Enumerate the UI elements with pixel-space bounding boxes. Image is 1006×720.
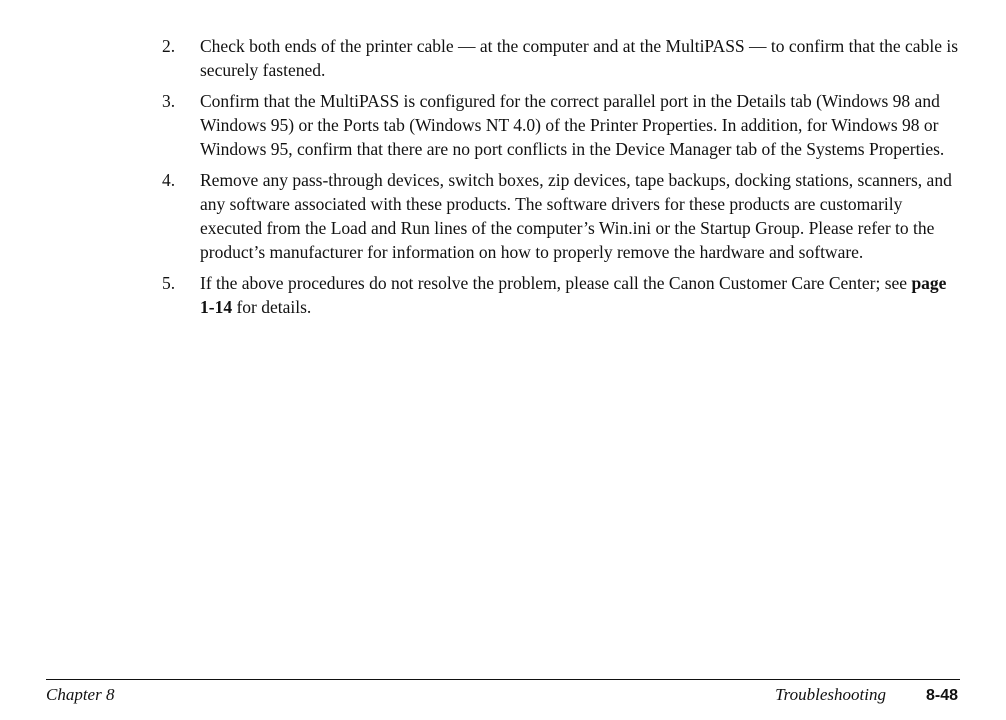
footer-right-group — [775, 684, 958, 707]
step-number: 4. — [162, 170, 176, 190]
step-5 — [162, 271, 962, 319]
step-4 — [162, 168, 962, 264]
footer-chapter: Chapter 8 — [46, 685, 115, 704]
step-text — [200, 271, 962, 319]
step-number: 5. — [162, 273, 176, 293]
footer-page-number: 8-48 — [925, 687, 958, 704]
step-text: Remove any pass-through devices, switch boxes, zip devices, tape backups, docking stations, scanners, and any software associated with these products. The software drivers for these products are customarily executed from the Load and Run lines of the computer’s Win.ini or the Startup Group. Please refer to the product’s manufacturer for information on how to properly remove the hardware and software. — [200, 170, 952, 262]
step-text-after: for details. — [232, 297, 312, 317]
step-3 — [162, 89, 962, 161]
step-text: Check both ends of the printer cable — at the computer and at the MultiPASS — to confirm that the cable is securely fastened. — [200, 36, 959, 80]
footer-divider — [46, 679, 960, 680]
footer-section-title: Troubleshooting — [775, 685, 886, 704]
step-2 — [162, 34, 962, 82]
step-number: 2. — [162, 36, 176, 56]
step-number: 3. — [162, 91, 176, 111]
troubleshooting-steps — [162, 34, 962, 326]
page-reference-link[interactable]: page 1-14 — [200, 273, 947, 317]
step-text: Confirm that the MultiPASS is configured for the correct parallel port in the Details tab (Windows 98 and Windows 95) or the Ports tab (Windows NT 4.0) of the Printer Properties. In addition, for Windows 98 or Windows 95, confirm that there are no port conflicts in the Device Manager tab of the Systems Properties. — [200, 91, 945, 159]
step-text-before: If the above procedures do not resolve the problem, please call the Canon Customer Care Center; see — [200, 273, 912, 293]
